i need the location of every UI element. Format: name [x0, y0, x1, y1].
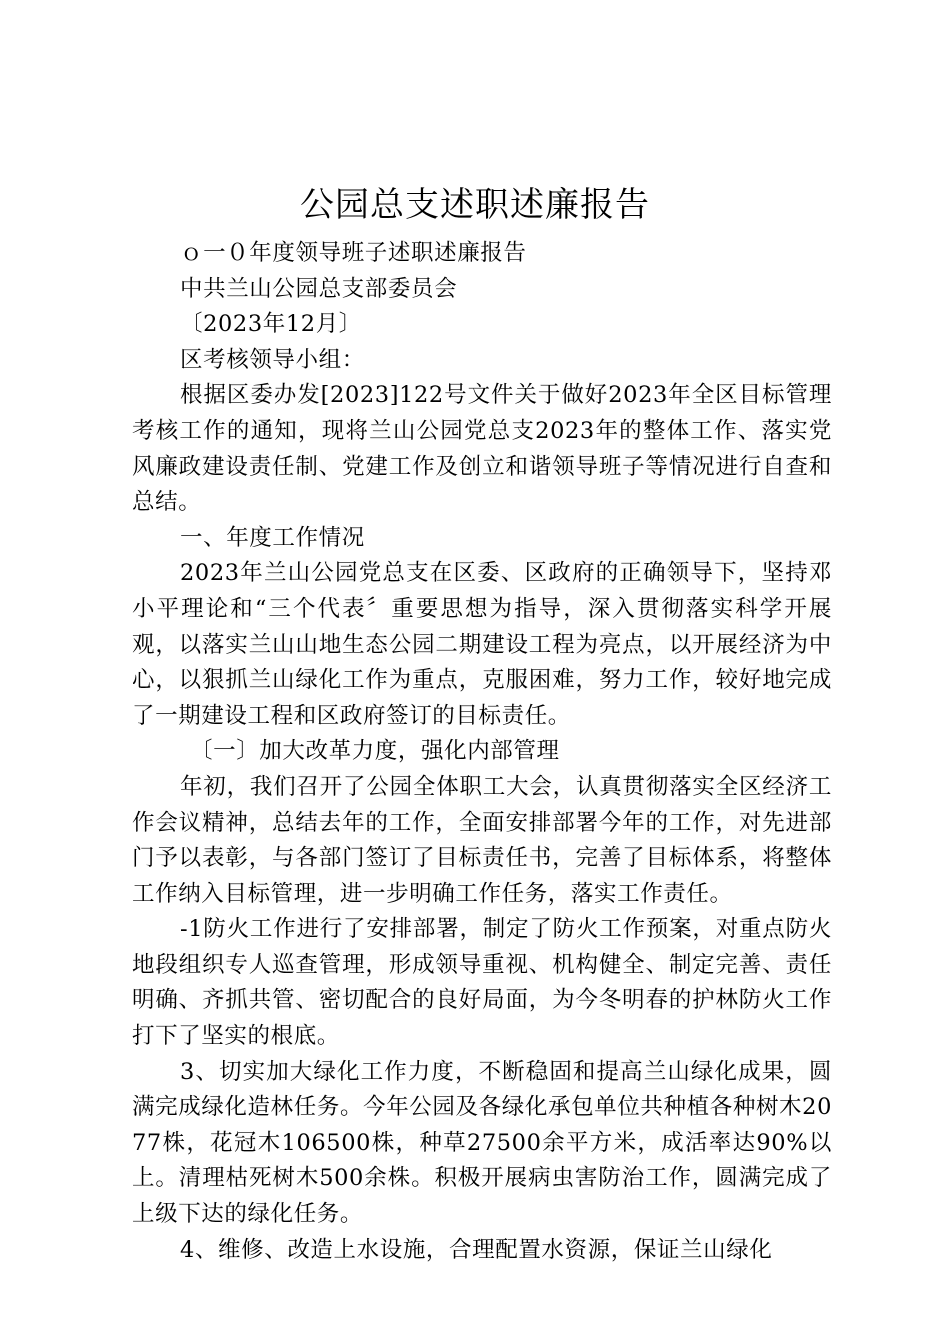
subsection-heading: 〔一〕加大改革力度，强化内部管理 [190, 738, 560, 765]
report-date: 〔2023年12月〕 [180, 311, 362, 338]
paragraph-meeting: 年初，我们召开了公园全体职工大会，认真贯彻落实全区经济工作会议精神，总结去年的工作，全面安排部署今年的工作，对先进部门予以表彰，与各部门签订了目标责任书，完善了目标体系，将整体工作纳入目标管理，进一步明确工作任务，落实工作责任。 [132, 773, 832, 907]
paragraph-overview: 2023年兰山公园党总支在区委、区政府的正确领导下，坚持邓小平理论和“三个代表〞重要思想为指导，深入贯彻落实科学开展观，以落实兰山山地生态公园二期建设工程为亮点，以开展经济为中心，以狠抓兰山绿化工作为重点，克服困难，努力工作，较好地完成了一期建设工程和区政府签订的目标责任。 [132, 560, 832, 729]
paragraph-fire-prevention: -1防火工作进行了安排部署，制定了防火工作预案，对重点防火地段组织专人巡查管理，形成领导重视、机构健全、制定完善、责任明确、齐抓共管、密切配合的良好局面，为今冬明春的护林防火工作打下了坚实的根底。 [132, 916, 832, 1050]
document-body [132, 236, 832, 1268]
paragraph-water: 4、维修、改造上水设施，合理配置水资源，保证兰山绿化 [180, 1236, 773, 1263]
document-title: 公园总支述职述廉报告 [300, 185, 650, 225]
organization-name: 中共兰山公园总支部委员会 [180, 275, 458, 302]
report-subtitle: ｏ一０年度领导班子述职述廉报告 [180, 240, 527, 266]
paragraph-intro: 根据区委办发[2023]122号文件关于做好2023年全区目标管理考核工作的通知，现将兰山公园党总支2023年的整体工作、落实党风廉政建设责任制、党建工作及创立和谐领导班子等情况进行自查和总结。 [132, 382, 832, 516]
salutation: 区考核领导小组： [180, 346, 365, 373]
paragraph-greening: 3、切实加大绿化工作力度，不断稳固和提高兰山绿化成果，圆满完成绿化造林任务。今年公园及各绿化承包单位共种植各种树木2077株，花冠木106500株，种草27500余平方米，成活率达90%以上。清理枯死树木500余株。积极开展病虫害防治工作，圆满完成了上级下达的绿化任务。 [132, 1058, 832, 1228]
section-heading: 一、年度工作情况 [180, 524, 365, 551]
